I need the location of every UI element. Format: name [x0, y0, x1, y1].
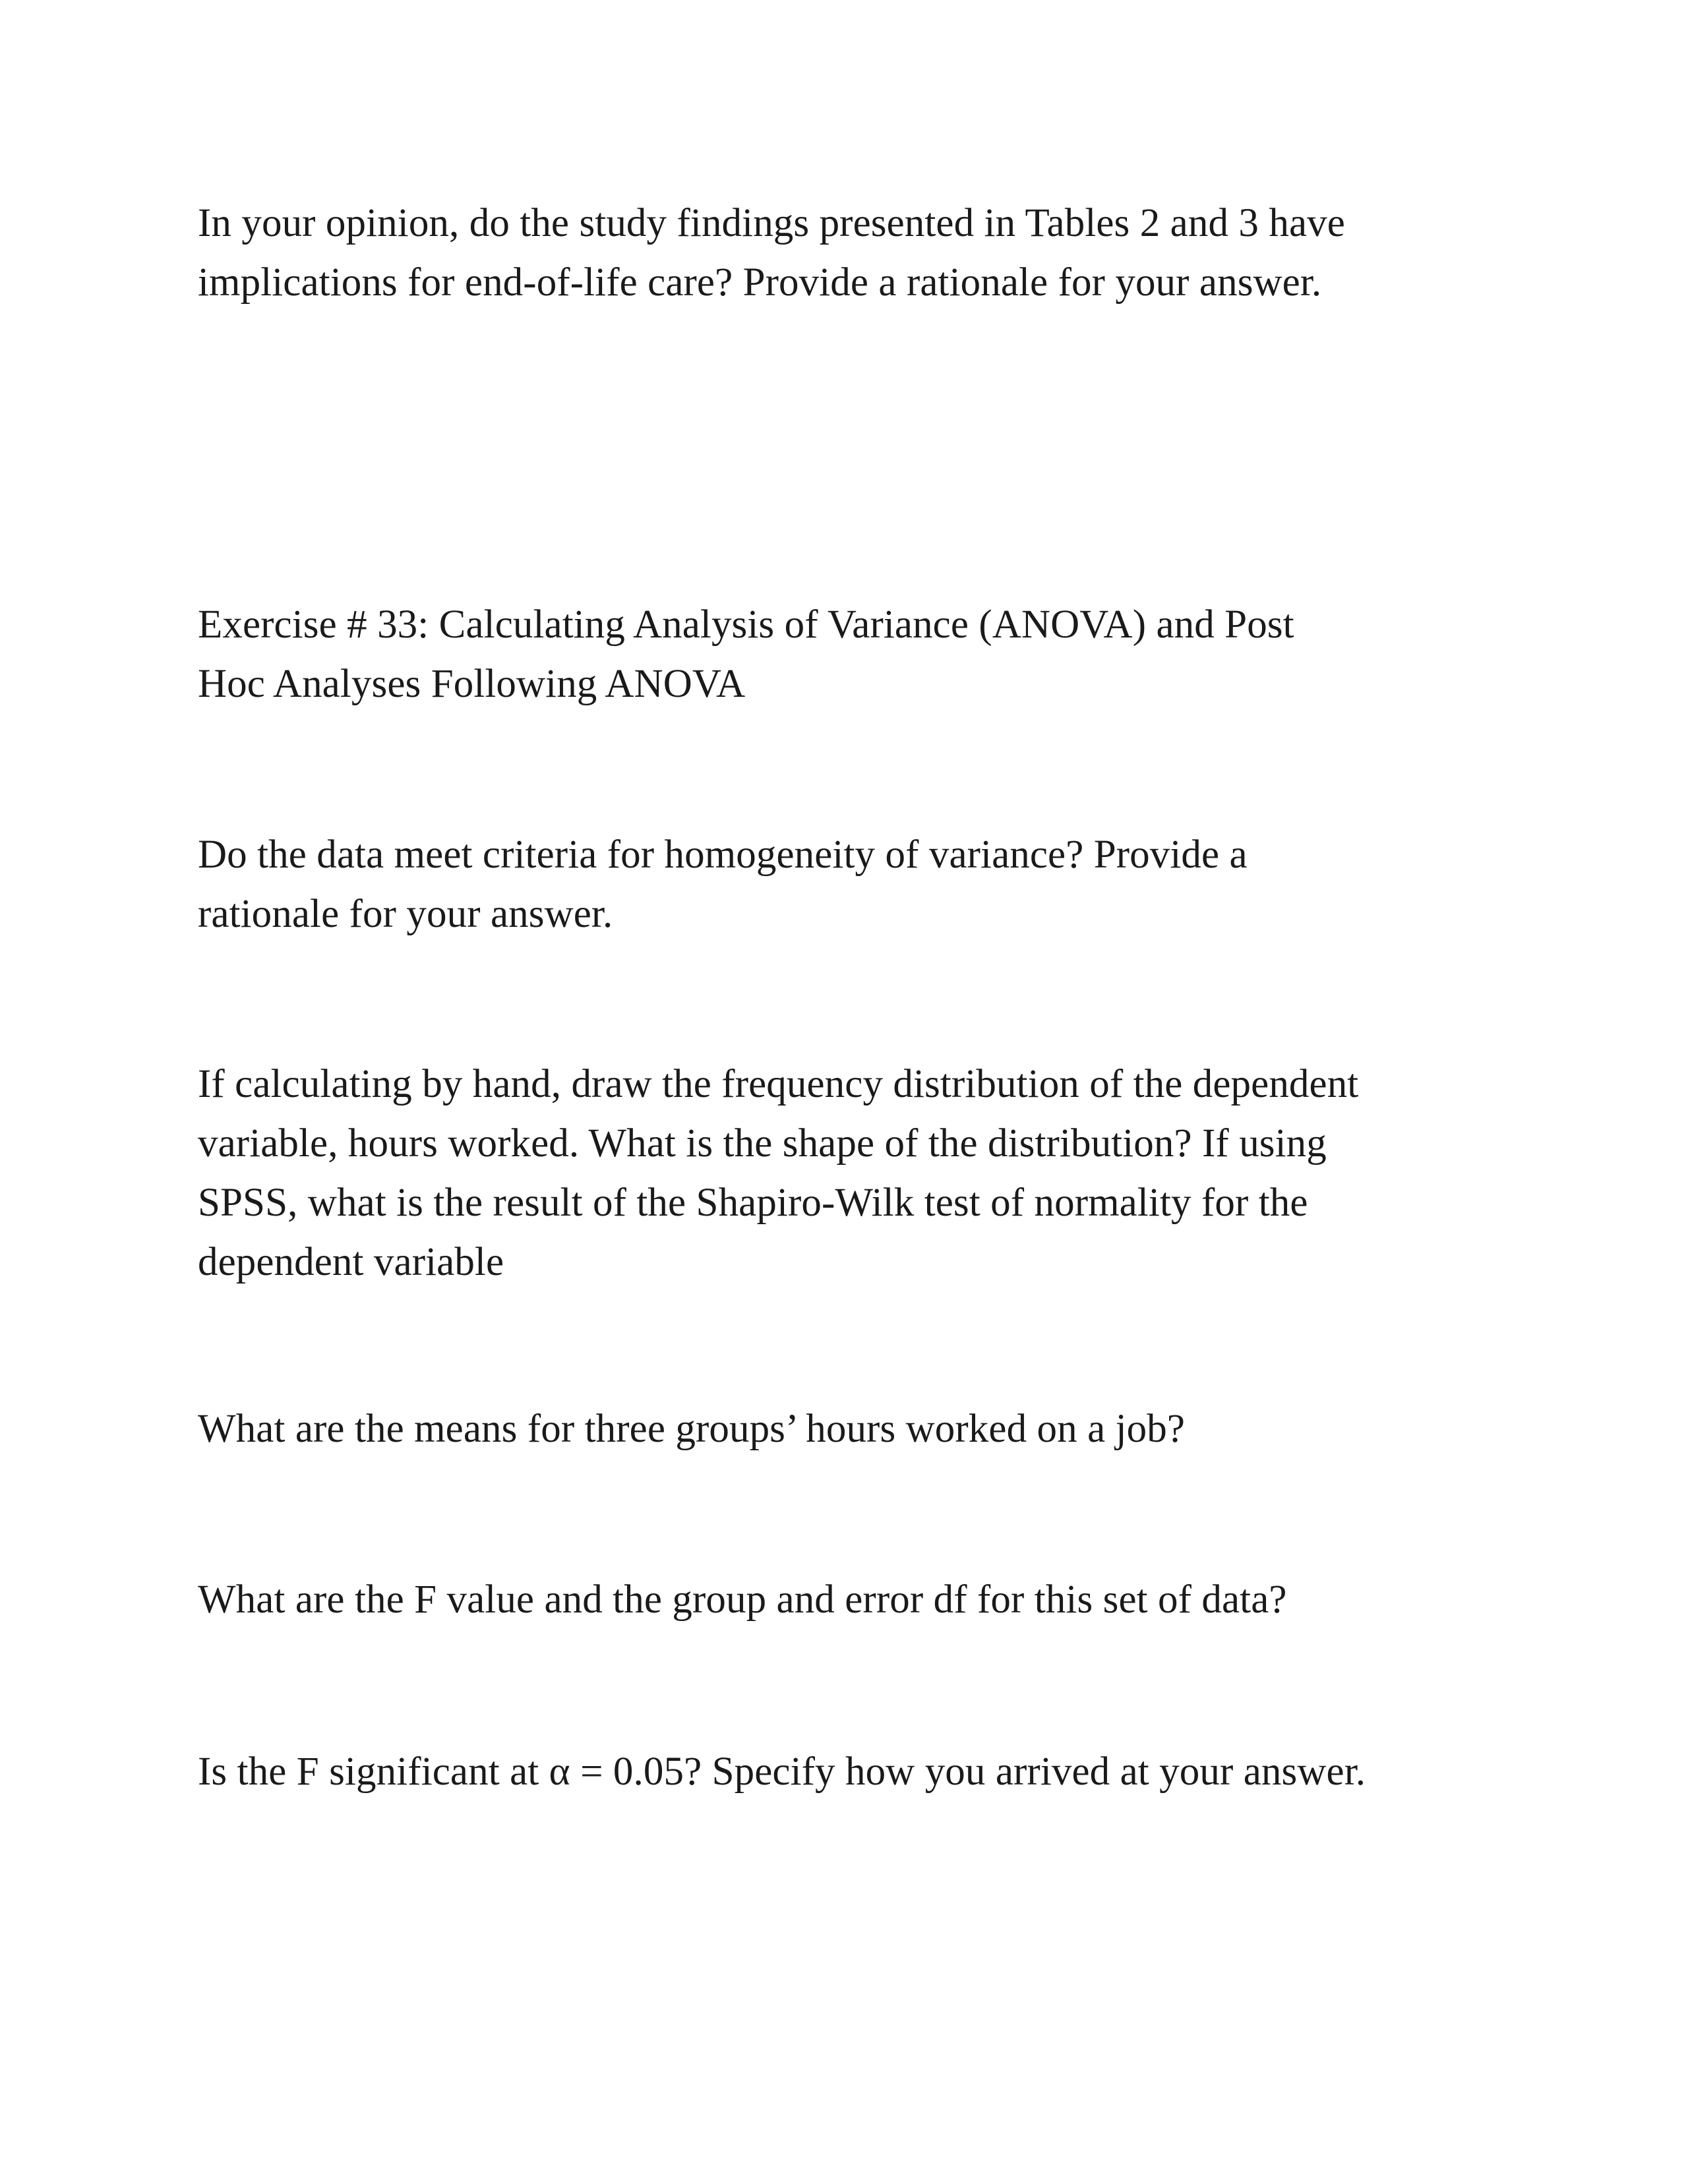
text-line: In your opinion, do the study findings presented in Tables 2 and 3 have [198, 201, 1345, 245]
text-line: What are the F value and the group and error df for this set of data? [198, 1578, 1287, 1622]
question-f-significance [198, 1742, 1517, 1802]
question-group-means [198, 1400, 1517, 1459]
text-line: rationale for your answer. [198, 892, 613, 936]
text-line: Exercise # 33: Calculating Analysis of Variance (ANOVA) and Post [198, 603, 1294, 647]
text-line: Do the data meet criteria for homogeneity of variance? Provide a [198, 833, 1248, 877]
text-line: Hoc Analyses Following ANOVA [198, 662, 746, 706]
question-frequency-distribution [198, 1055, 1517, 1292]
question-f-value-df [198, 1570, 1517, 1630]
question-homogeneity-of-variance [198, 825, 1517, 944]
exercise-heading [198, 595, 1517, 714]
text-line: dependent variable [198, 1240, 504, 1284]
text-line: What are the means for three groups’ hours worked on a job? [198, 1407, 1186, 1451]
question-end-of-life-care [198, 194, 1517, 312]
text-line: If calculating by hand, draw the frequency distribution of the dependent [198, 1062, 1359, 1106]
text-line: SPSS, what is the result of the Shapiro-Wilk test of normality for the [198, 1181, 1308, 1225]
text-line: variable, hours worked. What is the shape of the distribution? If using [198, 1121, 1327, 1166]
text-line: Is the F significant at α = 0.05? Specify how you arrived at your answer. [198, 1750, 1366, 1794]
text-line: implications for end-of-life care? Provide a rationale for your answer. [198, 260, 1322, 305]
